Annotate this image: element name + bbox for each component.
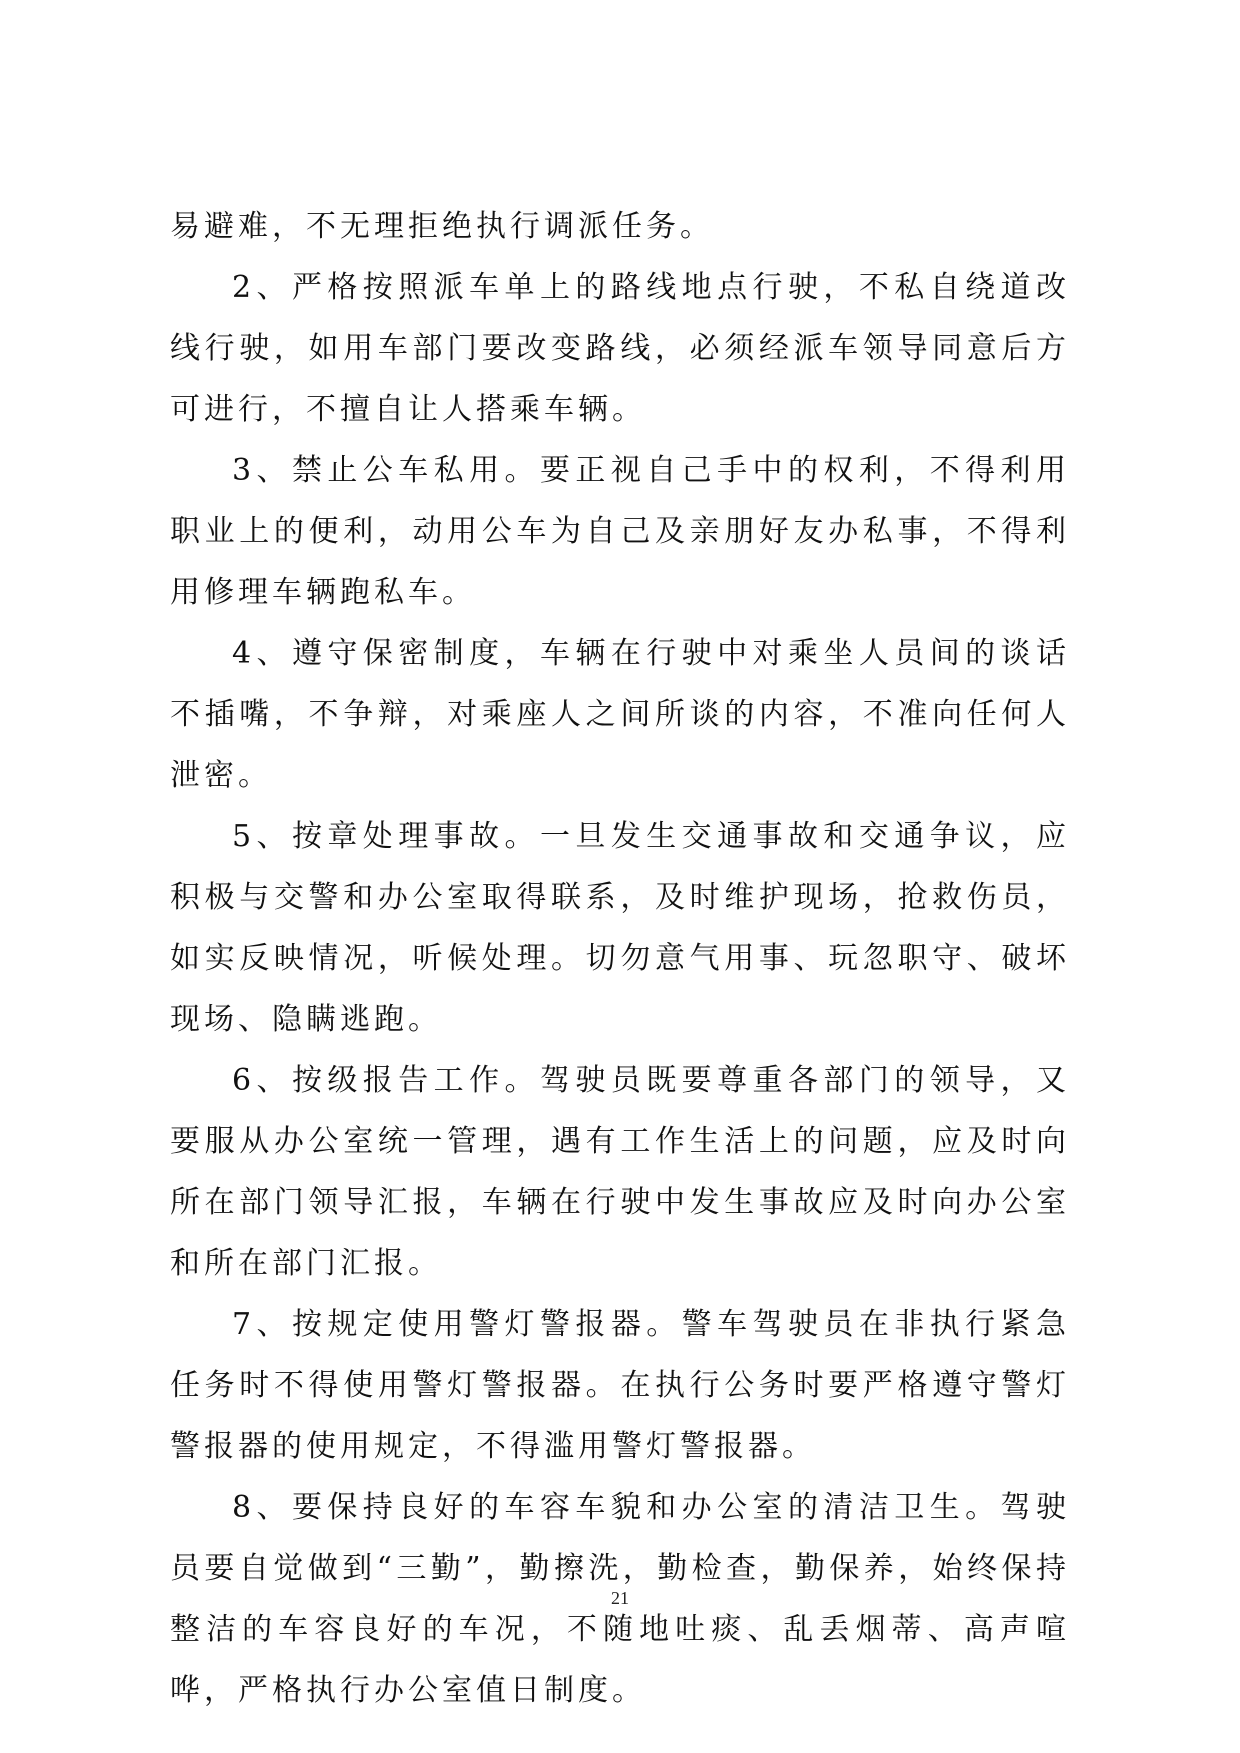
- paragraph-item-8: 8、要保持良好的车容车貌和办公室的清洁卫生。驾驶员要自觉做到“三勤”，勤擦洗，勤检查，勤保养，始终保持整洁的车容良好的车况，不随地吐痰、乱丢烟蒂、高声喧哗，严格执行办公室值日制度。: [170, 1490, 1070, 1708]
- paragraph-item-3: 3、禁止公车私用。要正视自己手中的权利，不得利用职业上的便利，动用公车为自己及亲朋好友办私事，不得利用修理车辆跑私车。: [170, 453, 1070, 610]
- page-number: 21: [611, 1588, 629, 1608]
- paragraph-item-7: 7、按规定使用警灯警报器。警车驾驶员在非执行紧急任务时不得使用警灯警报器。在执行公务时要严格遵守警灯警报器的使用规定，不得滥用警灯警报器。: [170, 1307, 1070, 1464]
- document-body: [170, 196, 1070, 1721]
- paragraph-item-2: 2、严格按照派车单上的路线地点行驶，不私自绕道改线行驶，如用车部门要改变路线，必须经派车领导同意后方可进行，不擅自让人搭乘车辆。: [170, 270, 1070, 427]
- paragraph-item-6: 6、按级报告工作。驾驶员既要尊重各部门的领导，又要服从办公室统一管理，遇有工作生活上的问题，应及时向所在部门领导汇报，车辆在行驶中发生事故应及时向办公室和所在部门汇报。: [170, 1063, 1070, 1281]
- paragraph-continuation: 易避难，不无理拒绝执行调派任务。: [170, 209, 714, 244]
- paragraph-item-5: 5、按章处理事故。一旦发生交通事故和交通争议，应积极与交警和办公室取得联系，及时维护现场，抢救伤员，如实反映情况，听候处理。切勿意气用事、玩忽职守、破坏现场、隐瞒逃跑。: [170, 819, 1070, 1037]
- paragraph-item-4: 4、遵守保密制度，车辆在行驶中对乘坐人员间的谈话不插嘴，不争辩，对乘座人之间所谈的内容，不准向任何人泄密。: [170, 636, 1070, 793]
